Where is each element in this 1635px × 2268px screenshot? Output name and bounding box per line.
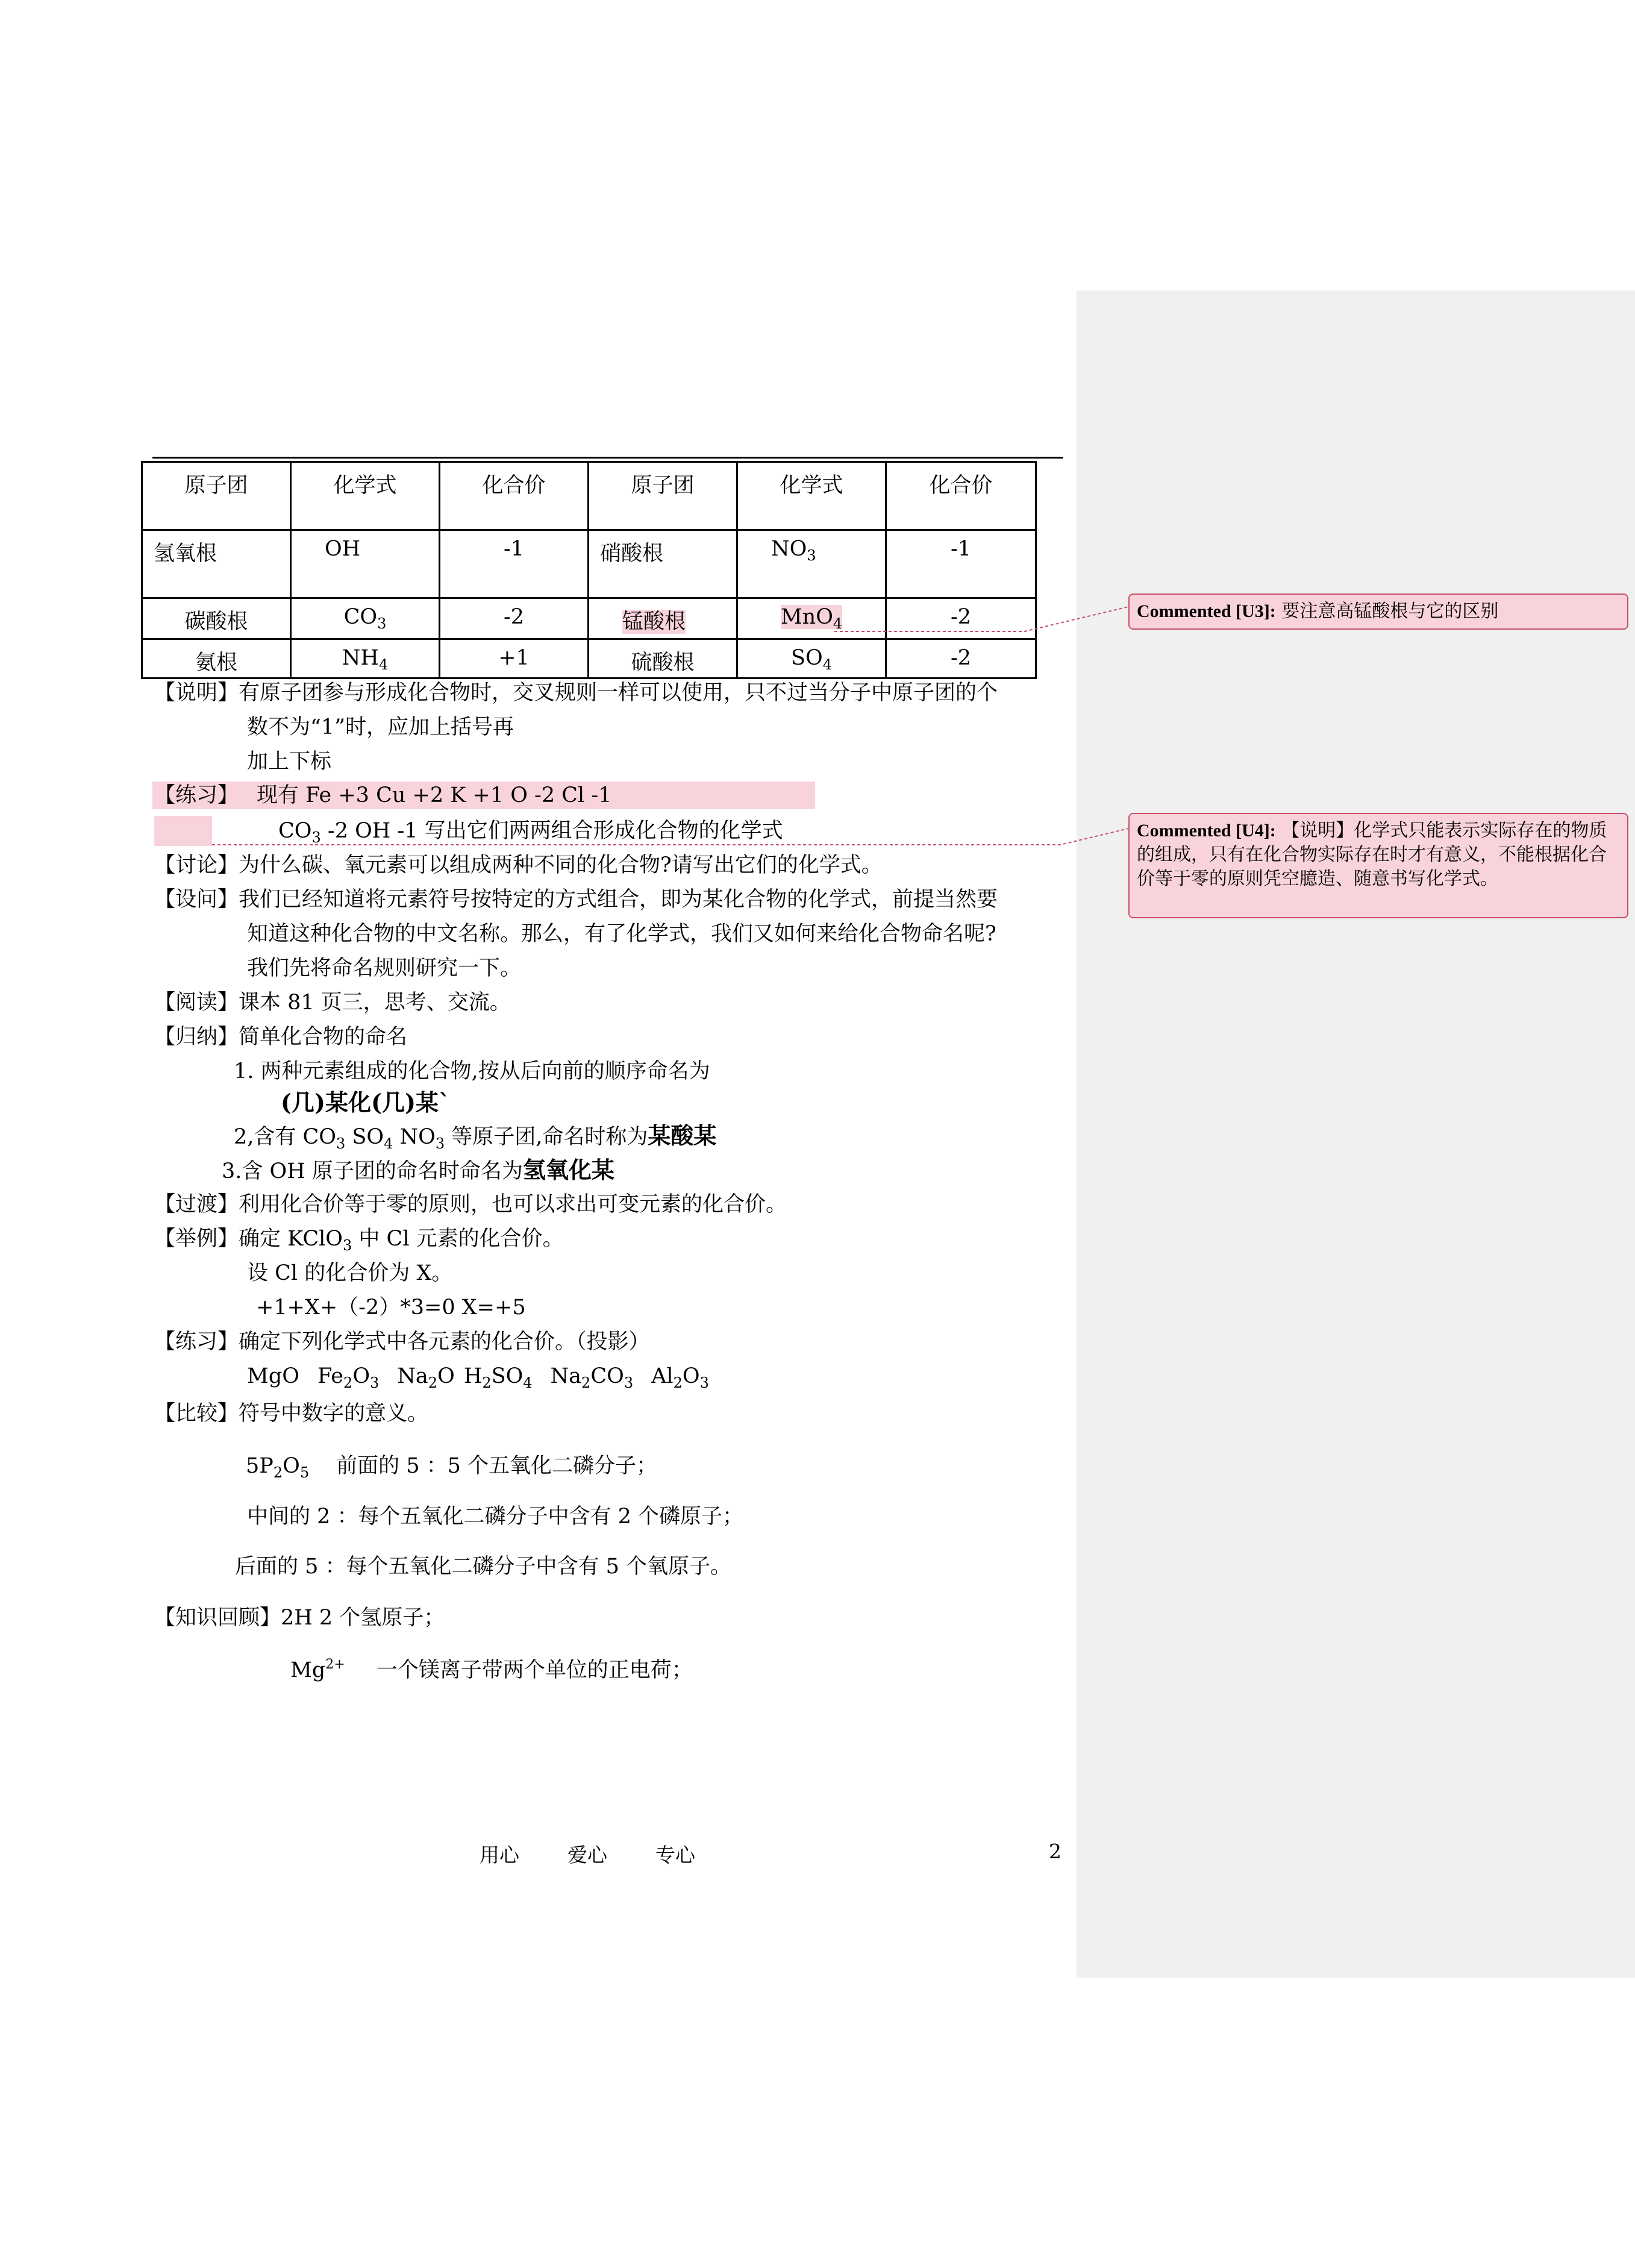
radical-formula: $NH_4$ [342,646,389,673]
footer-text-3: 专心 [655,1843,695,1867]
comment-label: Commented [U4]: [1137,821,1276,841]
radical-valence: -1 [503,537,525,561]
header-cell: 化学式 [333,474,397,498]
reading-line: 【阅读】课本 81 页三，思考、交流。 [154,991,511,1015]
transition-line: 【过渡】利用化合价等于零的原则，也可以求出可变元素的化合价。 [154,1192,787,1217]
explanation-line-2: 数不为“1”时，应加上括号再 [247,715,514,739]
explanation-line-3: 加上下标 [247,750,332,774]
header-cell: 原子团 [184,474,248,498]
rule-2: 2,含有 $CO_3$ $SO_4$ $NO_3$ 等原子团,命名时称为某酸某 [234,1122,717,1152]
radical-name: 锰酸根 [622,610,686,634]
comment-u4[interactable] [1128,813,1628,918]
radical-valence: -2 [503,605,525,629]
example-setup: 设 Cl 的化合价为 X。 [247,1261,453,1285]
comment-text: 要注意高锰酸根与它的区别 [1275,601,1499,622]
rule-3: 3.含 OH 原子团的命名时命名为氢氧化某 [222,1156,614,1183]
page-number: 2 [1049,1840,1061,1863]
radical-name: 氨根 [195,651,237,675]
magnesium-ion-line: $Mg^{2+}$ 一个镁离子带两个单位的正电荷； [290,1657,693,1682]
exercise-2-line: 【练习】确定下列化学式中各元素的化合价。（投影） [154,1330,650,1354]
last-digit-line: 后面的 5 ：每个五氧化二磷分子中含有 5 个氧原子。 [235,1555,732,1579]
radical-valence: -1 [950,537,972,561]
comment-text: 【说明】化学式只能表示实际存在的物质的组成，只有在化合物实际存在时才有意义，不能根据化合价等于零的原则凭空臆造、随意书写化学式。 [1137,820,1607,889]
header-cell: 化合价 [482,474,546,498]
radical-formula: MnO$_4$ [780,605,843,632]
compare-line: 【比较】符号中数字的意义。 [154,1402,429,1426]
radical-name: 硫酸根 [631,651,695,675]
radical-formula: OH [325,537,361,561]
question-line-1: 【设问】我们已经知道将元素符号按特定的方式组合，即为某化合物的化学式，前提当然要 [154,888,998,912]
comment-u3[interactable] [1128,594,1628,630]
radical-formula: $CO_3$ [343,605,387,632]
p2o5-line: $5P_2O_5$ 前面的 5 ：5 个五氧化二磷分子； [246,1454,658,1481]
radical-valence: -2 [950,646,972,670]
example-line: 【举例】确定 KClO$_3$ 中 Cl 元素的化合价。 [154,1227,564,1254]
summary-line: 【归纳】简单化合物的命名 [154,1025,408,1049]
rule-1: 1. 两种元素组成的化合物,按从后向前的顺序命名为 [234,1059,710,1083]
comment-connector-u3 [834,607,1128,631]
footer-text-1: 用心 [480,1843,519,1867]
footer-text-2: 爱心 [567,1843,607,1867]
example-equation: +1+X+（-2）*3=0 X=+5 [256,1295,526,1320]
radical-formula: $NO_3$ [771,537,816,564]
middle-digit-line: 中间的 2 ：每个五氧化二磷分子中含有 2 个磷原子； [247,1505,744,1529]
radical-formula: $SO_4$ [791,646,832,673]
radical-name: 氢氧根 [154,542,217,566]
radical-valence: -2 [950,605,972,629]
header-cell: 原子团 [631,474,695,498]
radical-name: 碳酸根 [184,610,248,634]
comment-connector-u4 [212,829,1128,845]
exercise-1-line-2: $CO_3$ -2 OH -1 写出它们两两组合形成化合物的化学式 [278,819,783,846]
header-cell: 化合价 [929,474,993,498]
formula-list: MgO $Fe_2O_3$ $Na_2O$ $H_2SO_4$ $Na_2CO_3$ $Al_2O_3$ [247,1364,709,1391]
header-cell: 化学式 [780,474,843,498]
exercise-1-line: 【练习】 现有 Fe +3 Cu +2 K +1 O -2 Cl -1 [154,783,612,807]
radical-name: 硝酸根 [600,542,664,566]
review-line: 【知识回顾】2H 2 个氢原子； [154,1606,445,1630]
question-line-3: 我们先将命名规则研究一下。 [247,956,522,980]
comment-label: Commented [U3]: [1137,601,1276,621]
discussion-line: 【讨论】为什么碳、氧元素可以组成两种不同的化合物?请写出它们的化学式。 [154,853,883,877]
radical-valence: +1 [498,646,530,670]
explanation-line-1: 【说明】有原子团参与形成化合物时，交叉规则一样可以使用，只不过当分子中原子团的个 [154,681,998,705]
rule-1-pattern: (几)某化(几)某` [281,1089,450,1116]
question-line-2: 知道这种化合物的中文名称。那么，有了化学式，我们又如何来给化合物命名呢? [247,922,996,946]
